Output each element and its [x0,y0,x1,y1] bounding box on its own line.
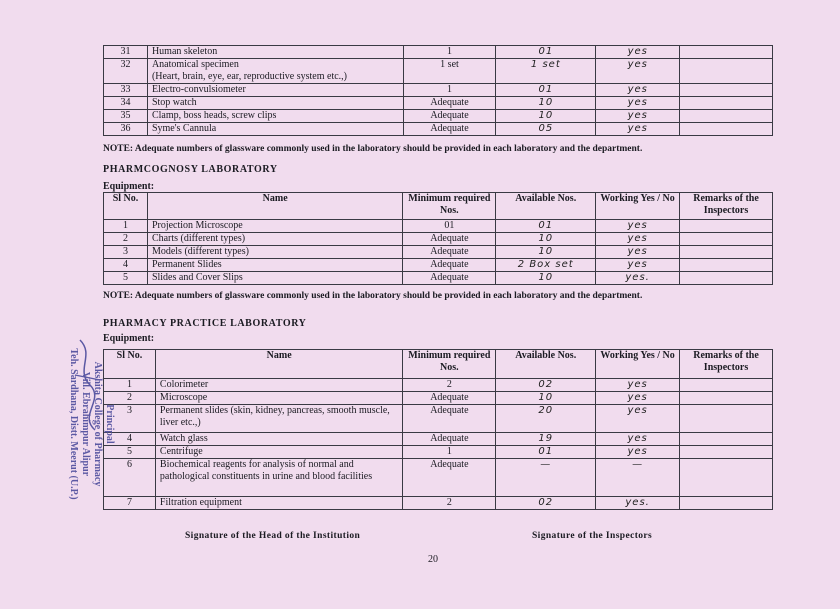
cell-minimum: 2 [403,497,496,510]
cell-name: Projection Microscope [147,220,402,233]
header-remarks: Remarks of the Inspectors [680,350,773,379]
cell-minimum: Adequate [403,405,496,433]
table-row [104,433,773,446]
cell-remarks [680,110,773,123]
header-minimum: Minimum required Nos. [403,193,496,220]
cell-available: 02 [496,379,596,392]
header-name: Name [155,350,403,379]
cell-working: yes [596,220,680,233]
cell-remarks [680,433,773,446]
cell-working: yes [596,259,680,272]
cell-available: 10 [496,392,596,405]
cell-available: 19 [496,433,596,446]
cell-sl-no: 34 [104,97,148,110]
cell-remarks [680,246,773,259]
table-row [104,405,773,433]
cell-available: 01 [496,46,596,59]
cell-remarks [680,97,773,110]
cell-working: yes. [596,497,680,510]
cell-name: Models (different types) [147,246,402,259]
table-row [104,246,773,259]
cell-sl-no: 1 [104,220,148,233]
cell-minimum: Adequate [403,246,496,259]
cell-available: 10 [496,246,596,259]
table-row [104,110,773,123]
cell-minimum: Adequate [403,123,496,136]
section-heading-pharmacognosy: PHARMCOGNOSY LABORATORY [103,164,278,175]
signature-inspectors-label: Signature of the Inspectors [532,531,653,541]
cell-sl-no: 5 [104,272,148,285]
cell-name: Clamp, boss heads, screw clips [147,110,403,123]
table-row [104,446,773,459]
cell-available: 01 [496,446,596,459]
cell-working: yes [596,433,680,446]
cell-remarks [680,459,773,497]
cell-sl-no: 2 [104,233,148,246]
cell-name: Electro-convulsiometer [147,84,403,97]
cell-minimum: Adequate [403,433,496,446]
principal-signature [70,335,110,435]
cell-available: 10 [496,110,596,123]
cell-remarks [680,446,773,459]
cell-remarks [680,59,773,84]
cell-sl-no: 3 [104,246,148,259]
cell-working: yes [596,379,680,392]
cell-remarks [680,497,773,510]
cell-remarks [680,84,773,97]
header-sl-no: Sl No. [104,193,148,220]
table-row [104,259,773,272]
cell-available: 05 [496,123,596,136]
cell-remarks [680,392,773,405]
cell-minimum: 01 [403,220,496,233]
cell-minimum: 2 [403,379,496,392]
cell-remarks [680,259,773,272]
cell-working: yes [596,84,680,97]
cell-minimum: Adequate [403,97,496,110]
cell-working: yes [596,233,680,246]
section-heading-pharmacy-practice: PHARMACY PRACTICE LABORATORY [103,318,307,329]
cell-minimum: Adequate [403,459,496,497]
cell-available: 10 [496,233,596,246]
table-pharmacognosy [103,192,773,285]
cell-sl-no: 32 [104,59,148,84]
cell-working: yes [596,46,680,59]
cell-minimum: 1 [403,446,496,459]
cell-sl-no: 5 [104,446,156,459]
table-row [104,46,773,59]
cell-minimum: Adequate [403,272,496,285]
table-row [104,459,773,497]
cell-name: Filtration equipment [155,497,403,510]
header-available: Available Nos. [496,193,596,220]
table-continued-equipment [103,45,773,136]
table-row [104,272,773,285]
college-stamp: Principal Akshita College of Pharmacy Vill. Ebrahimpur Alipur Teh. Sardhana, Distt. Meerut (U.P.) [68,348,115,500]
cell-working: yes. [596,272,680,285]
cell-remarks [680,123,773,136]
cell-minimum: Adequate [403,233,496,246]
header-minimum: Minimum required Nos. [403,350,496,379]
cell-sl-no: 6 [104,459,156,497]
cell-available: 10 [496,97,596,110]
cell-sl-no: 4 [104,433,156,446]
cell-name: Anatomical specimen (Heart, brain, eye, ear, reproductive system etc.,) [147,59,403,84]
note-glassware-1: NOTE: Adequate numbers of glassware commonly used in the laboratory should be provided in each laboratory and the department. [103,144,643,154]
cell-remarks [680,220,773,233]
cell-sl-no: 4 [104,259,148,272]
cell-working: yes [596,123,680,136]
header-working: Working Yes / No [596,350,680,379]
table-row [104,84,773,97]
table-pharmacy-practice [103,349,773,510]
cell-available: 01 [496,220,596,233]
equipment-subheading-2: Equipment: [103,333,155,344]
cell-sl-no: 35 [104,110,148,123]
cell-name: Microscope [155,392,403,405]
table-row [104,97,773,110]
cell-available: 1 set [496,59,596,84]
cell-available: 10 [496,272,596,285]
cell-name: Permanent Slides [147,259,402,272]
cell-name: Colorimeter [155,379,403,392]
cell-name: Syme's Cannula [147,123,403,136]
cell-minimum: 1 [403,84,496,97]
header-name: Name [147,193,402,220]
header-remarks: Remarks of the Inspectors [680,193,773,220]
cell-available: 01 [496,84,596,97]
header-sl-no: Sl No. [104,350,156,379]
header-available: Available Nos. [496,350,596,379]
equipment-subheading-1: Equipment: [103,181,155,192]
cell-working: yes [596,405,680,433]
table-row [104,59,773,84]
cell-available: 02 [496,497,596,510]
table-row [104,233,773,246]
cell-working: yes [596,446,680,459]
cell-minimum: 1 [403,46,496,59]
cell-name: Charts (different types) [147,233,402,246]
cell-minimum: Adequate [403,259,496,272]
table-row [104,497,773,510]
cell-name: Stop watch [147,97,403,110]
cell-remarks [680,272,773,285]
cell-sl-no: 36 [104,123,148,136]
cell-remarks [680,46,773,59]
cell-name: Slides and Cover Slips [147,272,402,285]
cell-sl-no: 3 [104,405,156,433]
cell-remarks [680,379,773,392]
page-number: 20 [428,554,438,565]
table-row [104,123,773,136]
cell-name: Human skeleton [147,46,403,59]
cell-available: — [496,459,596,497]
cell-sl-no: 31 [104,46,148,59]
cell-name: Permanent slides (skin, kidney, pancreas, smooth muscle, liver etc.,) [155,405,403,433]
cell-minimum: Adequate [403,392,496,405]
cell-working: yes [596,97,680,110]
note-glassware-2: NOTE: Adequate numbers of glassware commonly used in the laboratory should be provided in each laboratory and the department. [103,291,643,301]
table-row [104,392,773,405]
cell-remarks [680,405,773,433]
cell-name: Watch glass [155,433,403,446]
cell-sl-no: 1 [104,379,156,392]
cell-minimum: Adequate [403,110,496,123]
cell-working: yes [596,246,680,259]
table-row [104,220,773,233]
cell-sl-no: 7 [104,497,156,510]
cell-working: yes [596,392,680,405]
cell-minimum: 1 set [403,59,496,84]
cell-available: 2 Box set [496,259,596,272]
cell-name: Biochemical reagents for analysis of normal and pathological constituents in urine and blood facilities [155,459,403,497]
header-working: Working Yes / No [596,193,680,220]
cell-working: yes [596,110,680,123]
cell-available: 20 [496,405,596,433]
cell-name: Centrifuge [155,446,403,459]
signature-head-label: Signature of the Head of the Institution [185,531,361,541]
cell-remarks [680,233,773,246]
cell-sl-no: 2 [104,392,156,405]
table-row [104,379,773,392]
cell-sl-no: 33 [104,84,148,97]
cell-working: yes [596,59,680,84]
cell-working: — [596,459,680,497]
